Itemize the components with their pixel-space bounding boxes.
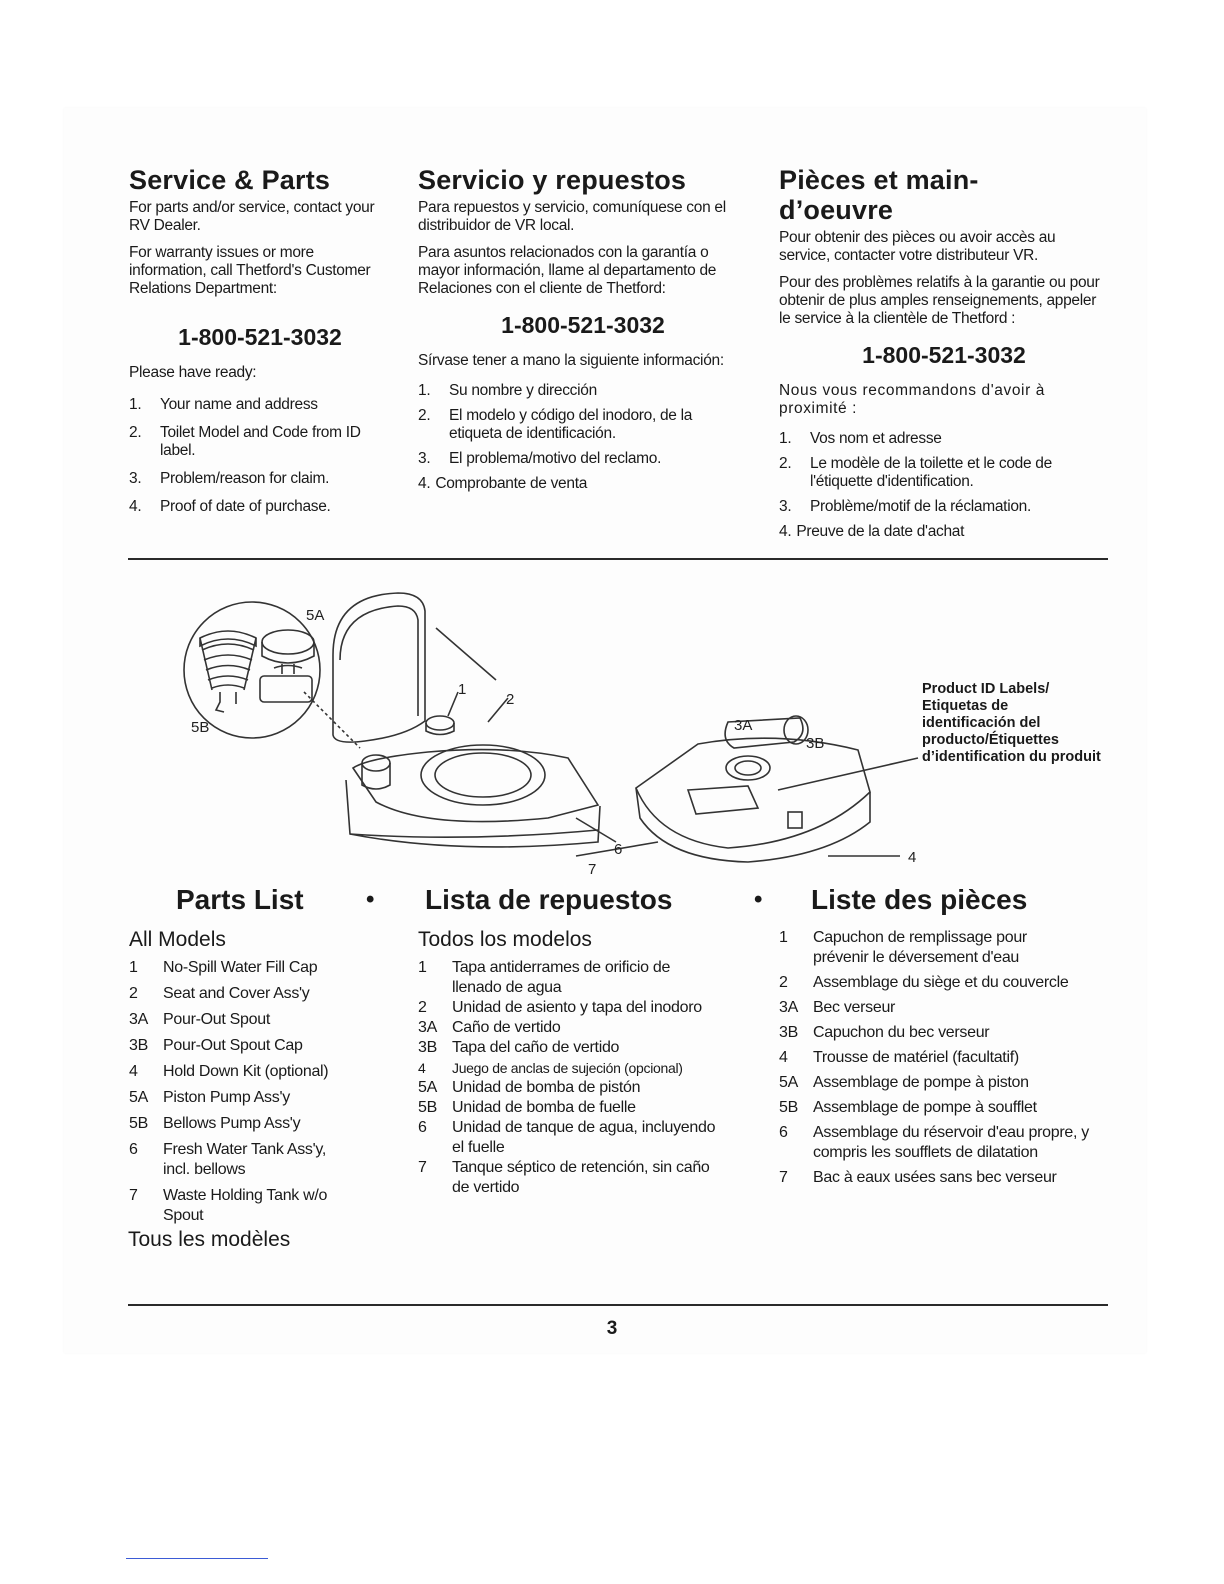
parts-list-fr (779, 928, 1099, 1188)
service-p2-es: Para asuntos relacionados con la garantía o mayor información, llame al departamento de Relaciones con el cliente de Thetford: (418, 244, 717, 297)
list-item: 3. Problème/motif de la réclamation. (779, 498, 1031, 515)
list-item: 2. El modelo y código del inodoro, de la etiqueta de identificación. (418, 407, 693, 442)
callout-4: 4 (908, 849, 917, 866)
product-id-label-note: Product ID Labels/ Etiquetas de identificación del producto/Étiquettes d’identification du produit (922, 681, 1101, 765)
service-title-fr: Pièces et main- d’oeuvre (779, 165, 979, 225)
ready-list-en (129, 396, 391, 516)
list-item: 2. Toilet Model and Code from ID label. (129, 424, 361, 459)
list-item: 4. Preuve de la date d'achat (779, 523, 965, 540)
page-number: 3 (606, 1318, 618, 1339)
list-item: 1. Vos nom et adresse (779, 430, 942, 447)
parts-title-es: Lista de repuestos (425, 884, 673, 915)
parts-title-fr: Liste des pièces (811, 884, 1028, 915)
service-col-fr (779, 165, 1109, 548)
list-item: 2 Seat and Cover Ass'y (129, 985, 310, 1002)
list-item: 1 Capuchon de remplissage pour prévenir le déversement d'eau (779, 929, 1027, 966)
list-item: 7 Bac à eaux usées sans bec verseur (779, 1169, 1057, 1186)
service-title-es: Servicio y repuestos (418, 165, 687, 195)
callout-6: 6 (614, 841, 623, 858)
list-item: 5B Bellows Pump Ass'y (129, 1115, 301, 1132)
bellows-pump-icon (200, 631, 256, 712)
list-item: 3B Pour-Out Spout Cap (129, 1037, 303, 1054)
service-p1-fr: Pour obtenir des pièces ou avoir accès au service, contacter votre distributeur VR. (779, 229, 1056, 264)
list-item: 5B Unidad de bomba de fuelle (418, 1099, 636, 1116)
callout-3b: 3B (806, 735, 825, 752)
list-item: 6 Unidad de tanque de agua, incluyendo el fuelle (418, 1119, 716, 1156)
parts-title-en: Parts List (176, 884, 304, 915)
parts-subtitle-en: All Models (129, 928, 226, 951)
list-item: 3A Caño de vertido (418, 1019, 561, 1036)
list-item: 3B Capuchon du bec verseur (779, 1024, 990, 1041)
list-item: 3A Pour-Out Spout (129, 1011, 270, 1028)
service-col-es (418, 165, 748, 500)
list-item: 7 Tanque séptico de retención, sin caño de vertido (418, 1159, 710, 1196)
service-p1-es: Para repuestos y servicio, comuníquese con el distribuidor de VR local. (418, 199, 726, 234)
callout-5a: 5A (306, 607, 325, 624)
list-item: 4 Hold Down Kit (optional) (129, 1063, 329, 1080)
list-item: 5A Piston Pump Ass'y (129, 1089, 290, 1106)
list-item: 1 Tapa antiderrames de orificio de llenado de agua (418, 959, 671, 996)
divider-bottom (128, 1304, 1108, 1306)
title-bullet: • (754, 886, 763, 913)
service-title-en: Service & Parts (129, 165, 331, 195)
title-bullet: • (366, 886, 375, 913)
ready-list-es (418, 382, 748, 493)
list-item: 2. Le modèle de la toilette et le code de l'étiquette d'identification. (779, 455, 1052, 490)
list-item: 3B Tapa del caño de vertido (418, 1039, 620, 1056)
list-item: 4 Juego de anclas de sujeción (opcional) (418, 1060, 683, 1076)
list-item: 1. Your name and address (129, 396, 318, 413)
list-item: 2 Unidad de asiento y tapa del inodoro (418, 999, 702, 1016)
callout-1: 1 (458, 681, 467, 698)
parts-list-en (129, 928, 379, 1226)
parts-subtitle-es: Todos los modelos (418, 928, 592, 951)
service-p2-fr: Pour des problèmes relatifs à la garantie ou pour obtenir de plus amples renseignements, appeler le service à la clientèle de Thetford : (779, 274, 1100, 327)
list-item: 3. Problem/reason for claim. (129, 470, 330, 487)
service-p2-en: For warranty issues or more information, call Thetford's Customer Relations Department: (129, 244, 371, 297)
list-item: 6 Fresh Water Tank Ass'y, incl. bellows (129, 1141, 327, 1178)
callout-2: 2 (506, 691, 515, 708)
callout-7: 7 (588, 861, 597, 878)
callout-5b: 5B (191, 719, 210, 736)
list-item: 3A Bec verseur (779, 999, 896, 1016)
parts-list-es (418, 928, 738, 1198)
ready-list-fr (779, 430, 1109, 541)
holding-tank-icon (636, 716, 870, 862)
list-item: 5A Assemblage de pompe à piston (779, 1074, 1029, 1091)
toilet-icon (333, 593, 600, 847)
ready-text-es: Sírvase tener a mano la siguiente información: (418, 352, 724, 369)
ready-text-fr: Nous vous recommandons d'avoir à proximité : (779, 382, 1045, 417)
list-item: 1. Su nombre y dirección (418, 382, 597, 399)
footer-rule (126, 1558, 268, 1559)
list-item: 4. Proof of date of purchase. (129, 498, 331, 515)
detail-circle (184, 602, 320, 738)
list-item: 6 Assemblage du réservoir d'eau propre, y compris les soufflets de dilatation (779, 1124, 1089, 1161)
callout-3a: 3A (734, 717, 753, 734)
ready-text-en: Please have ready: (129, 364, 257, 381)
divider-top (128, 558, 1108, 560)
list-item: 4. Comprobante de venta (418, 475, 588, 492)
list-item: 2 Assemblage du siège et du couvercle (779, 974, 1069, 991)
parts-subtitle-fr: Tous les modèles (128, 1228, 291, 1251)
phone-number-fr: 1-800-521-3032 (862, 342, 1026, 368)
list-item: 5B Assemblage de pompe à soufflet (779, 1099, 1037, 1116)
list-item: 5A Unidad de bomba de pistón (418, 1079, 641, 1096)
list-item: 1 No-Spill Water Fill Cap (129, 959, 318, 976)
service-col-en (129, 165, 391, 526)
piston-pump-icon (260, 630, 314, 702)
phone-number-es: 1-800-521-3032 (501, 312, 665, 338)
list-item: 4 Trousse de matériel (facultatif) (779, 1049, 1019, 1066)
list-item: 7 Waste Holding Tank w/o Spout (129, 1187, 328, 1224)
phone-number-en: 1-800-521-3032 (178, 324, 342, 350)
list-item: 3. El problema/motivo del reclamo. (418, 450, 662, 467)
service-p1-en: For parts and/or service, contact your RV Dealer. (129, 199, 375, 234)
